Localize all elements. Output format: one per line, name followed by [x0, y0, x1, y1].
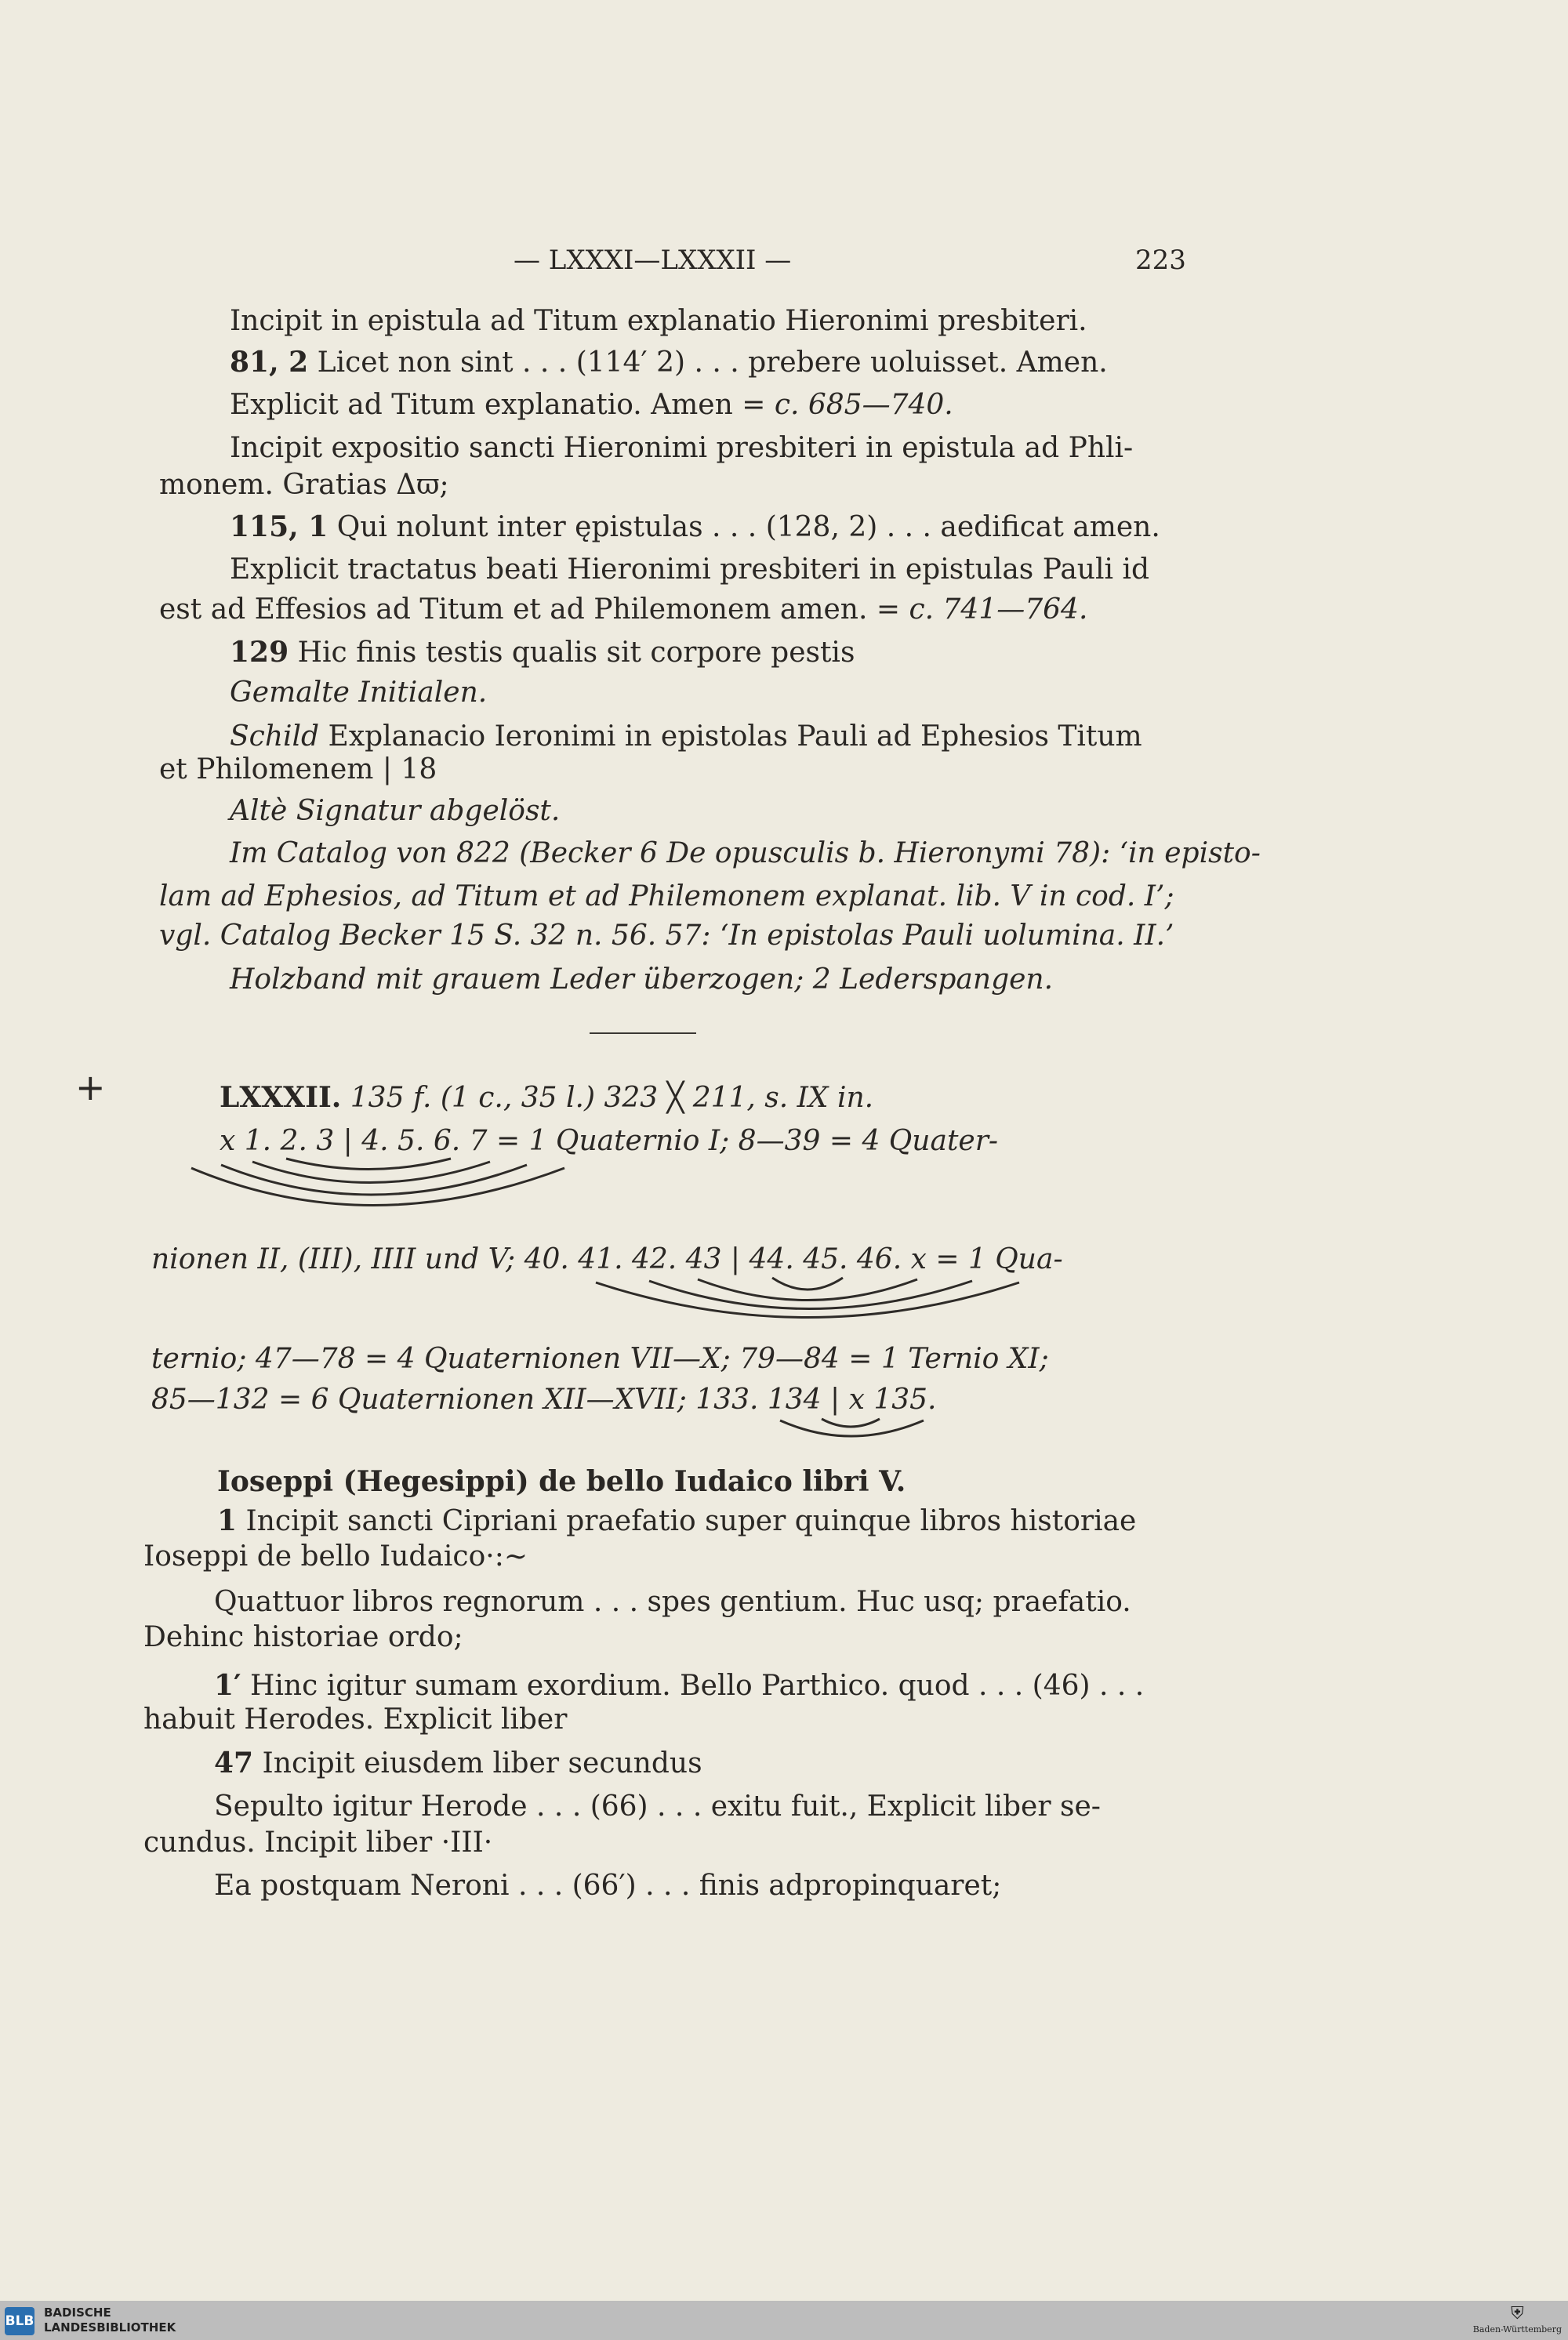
- page-number: 223: [1135, 245, 1186, 276]
- running-title: — LXXXI—LXXXII —: [514, 245, 792, 276]
- text-line: Incipit in epistula ad Titum explanatio Hieronimi presbiteri.: [230, 305, 1087, 337]
- text-line: vgl. Catalog Becker 15 S. 32 n. 56. 57: ‘In epistolas Pauli uolumina. II.’: [159, 920, 1174, 952]
- state-crest: ⛨ Baden-Württemberg: [1472, 2304, 1562, 2335]
- text-line: Explicit tractatus beati Hieronimi presbiteri in epistulas Pauli id: [230, 553, 1150, 586]
- text-line: 47 Incipit eiusdem liber secundus: [214, 1747, 702, 1779]
- text-line: monem. Gratias Δϖ;: [159, 469, 449, 501]
- text-line: habuit Herodes. Explicit liber: [143, 1703, 568, 1736]
- text-line: x 1. 2. 3 | 4. 5. 6. 7 = 1 Quaternio I; 8—39 = 4 Quater-: [220, 1125, 999, 1157]
- quire-arc: [286, 1159, 451, 1170]
- text-line: nionen II, (III), IIII und V; 40. 41. 42. 43 | 44. 45. 46. x = 1 Qua-: [151, 1243, 1063, 1275]
- quire-arc: [191, 1168, 564, 1206]
- text-line: Altè Signatur abgelöst.: [230, 795, 561, 827]
- text-line: Sepulto igitur Herode . . . (66) . . . exitu fuit., Explicit liber se-: [214, 1790, 1101, 1823]
- section-title: Ioseppi (Hegesippi) de bello Iudaico libri V.: [217, 1465, 906, 1498]
- text-line: Schild Explanacio Ieronimi in epistolas Pauli ad Ephesios Titum: [230, 720, 1142, 753]
- text-line: Ioseppi de bello Iudaico·:~: [143, 1540, 528, 1573]
- text-line: 115, 1 Qui nolunt inter ępistulas . . . (128, 2) . . . aedificat amen.: [230, 510, 1160, 543]
- quire-arc: [822, 1419, 880, 1427]
- section-divider: [590, 1032, 696, 1034]
- library-logo: BLB: [5, 2307, 34, 2335]
- text-line: Gemalte Initialen.: [230, 677, 488, 709]
- text-line: cundus. Incipit liber ·III·: [143, 1827, 493, 1859]
- text-line: Quattuor libros regnorum . . . spes gentium. Huc usq; praefatio.: [214, 1586, 1131, 1618]
- quire-arc: [780, 1420, 924, 1436]
- text-line: 129 Hic finis testis qualis sit corpore pestis: [230, 636, 855, 669]
- quire-arc: [596, 1282, 1019, 1318]
- crest-icon: ⛨: [1511, 2304, 1524, 2324]
- text-line: Dehinc historiae ordo;: [143, 1621, 463, 1653]
- text-line: Explicit ad Titum explanatio. Amen = c. 685—740.: [230, 389, 953, 421]
- text-line: 1 Incipit sancti Cipriani praefatio super quinque libros historiae: [217, 1504, 1137, 1537]
- quire-arc: [649, 1281, 972, 1309]
- text-line: Holzband mit grauem Leder überzogen; 2 Lederspangen.: [230, 963, 1054, 996]
- text-line: est ad Effesios ad Titum et ad Philemonem amen. = c. 741—764.: [159, 593, 1088, 626]
- quire-arc: [698, 1279, 917, 1301]
- text-line: Im Catalog von 822 (Becker 6 De opusculis b. Hieronymi 78): ‘in episto-: [230, 837, 1261, 869]
- text-line: Ea postquam Neroni . . . (66′) . . . finis adpropinquaret;: [214, 1870, 1002, 1902]
- institution-name: BADISCHE LANDESBIBLIOTHEK: [44, 2306, 176, 2335]
- text-line: LXXXII. 135 f. (1 c., 35 l.) 323 ╳ 211, s. IX in.: [220, 1081, 874, 1114]
- margin-mark: +: [75, 1066, 106, 1108]
- text-line: ternio; 47—78 = 4 Quaternionen VII—X; 79—84 = 1 Ternio XI;: [151, 1343, 1049, 1375]
- text-line: Incipit expositio sancti Hieronimi presbiteri in epistula ad Phli-: [230, 432, 1134, 464]
- quire-arc: [772, 1278, 843, 1290]
- text-line: 85—132 = 6 Quaternionen XII—XVII; 133. 134 | x 135.: [151, 1384, 937, 1416]
- text-line: 1′ Hinc igitur sumam exordium. Bello Parthico. quod . . . (46) . . .: [214, 1669, 1145, 1702]
- text-line: et Philomenem | 18: [159, 753, 437, 785]
- quire-arc: [221, 1165, 527, 1195]
- quire-arc: [252, 1162, 490, 1183]
- text-line: lam ad Ephesios, ad Titum et ad Philemonem explanat. lib. V in cod. I’;: [159, 880, 1174, 912]
- footer-bar: [0, 2301, 1568, 2340]
- text-line: 81, 2 Licet non sint . . . (114′ 2) . . . prebere uoluisset. Amen.: [230, 346, 1108, 379]
